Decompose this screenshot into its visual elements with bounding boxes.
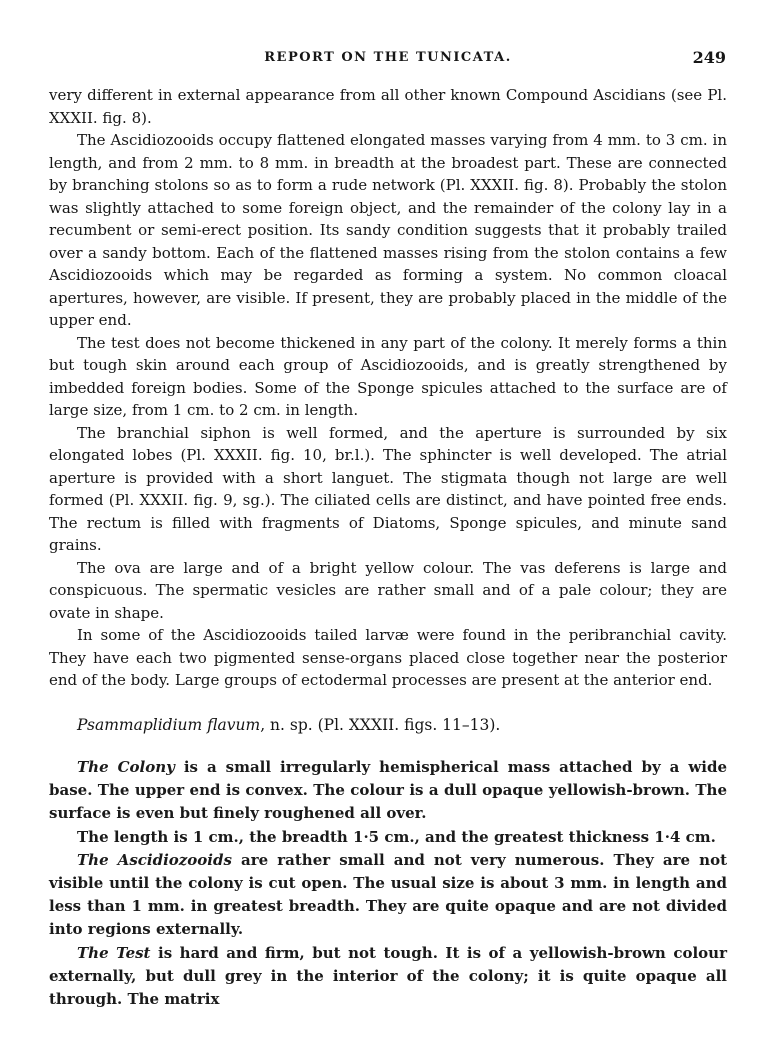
paragraph-lead: The Test bbox=[77, 943, 151, 962]
running-title: REPORT ON THE TUNICATA. bbox=[264, 50, 512, 65]
body-text bbox=[49, 84, 727, 692]
paragraph-text: is a small irregularly hemispherical mass attached by a wide base. The upper end is convex. The colour is a dull opaque yellowish-brown. The surface is even but finely roughened all over. bbox=[49, 758, 727, 823]
running-header bbox=[50, 48, 726, 68]
paragraph-lead: The Ascidiozooids bbox=[77, 850, 232, 869]
species-paragraph bbox=[49, 942, 727, 1012]
paragraph: The test does not become thickened in any part of the colony. It merely forms a thin but tough skin around each group of Ascidiozooids, and is greatly strengthened by imbedded foreign bodies. Some of the Sponge spicules attached to the surface are of large size, from 1 cm. to 2 cm. in length. bbox=[49, 333, 727, 419]
paragraph: In some of the Ascidiozooids tailed larvæ were found in the peribranchial cavity. They have each two pigmented sense-organs placed close together near the posterior end of the body. Large groups of ectodermal processes are present at the anterior end. bbox=[49, 626, 727, 689]
species-name: Psammaplidium flavum bbox=[77, 716, 261, 734]
species-heading-detail: , n. sp. (Pl. XXXII. figs. 11–13). bbox=[260, 716, 501, 734]
paragraph: The branchial siphon is well formed, and the aperture is surrounded by six elongated lobes (Pl. XXXII. fig. 10, br.l.). The sphincter is well developed. The atrial aperture is provided with a short languet. The stigmata though not large are well formed (Pl. XXXII. fig. 9, sg.). The ciliated cells are distinct, and have pointed free ends. The rectum is filled with fragments of Diatoms, Sponge spicules, and minute sand grains. bbox=[49, 423, 727, 554]
species-paragraph bbox=[49, 826, 727, 849]
paragraph-lead: The Colony bbox=[77, 758, 175, 776]
species-heading bbox=[77, 714, 727, 736]
paragraph: The Ascidiozooids occupy flattened elongated masses varying from 4 mm. to 3 cm. in length, and from 2 mm. to 8 mm. in breadth at the broadest part. These are connected by branching stolons so as to form a rude network (Pl. XXXII. fig. 8). Probably the stolon was slightly attached to some foreign object, and the remainder of the colony lay in a recumbent or semi-erect position. Its sandy condition suggests that it probably trailed over a sandy bottom. Each of the flattened masses rising from the stolon contains a few Ascidiozooids which may be regarded as forming a system. No common cloacal apertures, however, are visible. If present, they are probably placed in the middle of the upper end. bbox=[49, 131, 727, 329]
page-number: 249 bbox=[692, 48, 726, 67]
paragraph: The ova are large and of a bright yellow colour. The vas deferens is large and conspicuous. The spermatic vesicles are rather small and of a pale colour; they are ovate in shape. bbox=[49, 558, 727, 622]
species-paragraph bbox=[49, 849, 727, 942]
paragraph-text: The length is 1 cm., the breadth 1·5 cm., and the greatest thickness 1·4 cm. bbox=[77, 827, 716, 846]
species-paragraph bbox=[49, 756, 727, 826]
paragraph-text: are rather small and not very numerous. They are not visible until the colony is cut open. The usual size is about 3 mm. in length and less than 1 mm. in greatest breadth. They are quite opaque and are not divided into regions externally. bbox=[49, 850, 727, 939]
paragraph-text: is hard and firm, but not tough. It is of a yellowish-brown colour externally, but dull grey in the interior of the colony; it is quite opaque all through. The matrix bbox=[49, 943, 727, 1009]
species-description bbox=[49, 756, 727, 1011]
paragraph: very different in external appearance from all other known Compound Ascidians (see Pl. XXXII. fig. 8). bbox=[49, 86, 727, 127]
